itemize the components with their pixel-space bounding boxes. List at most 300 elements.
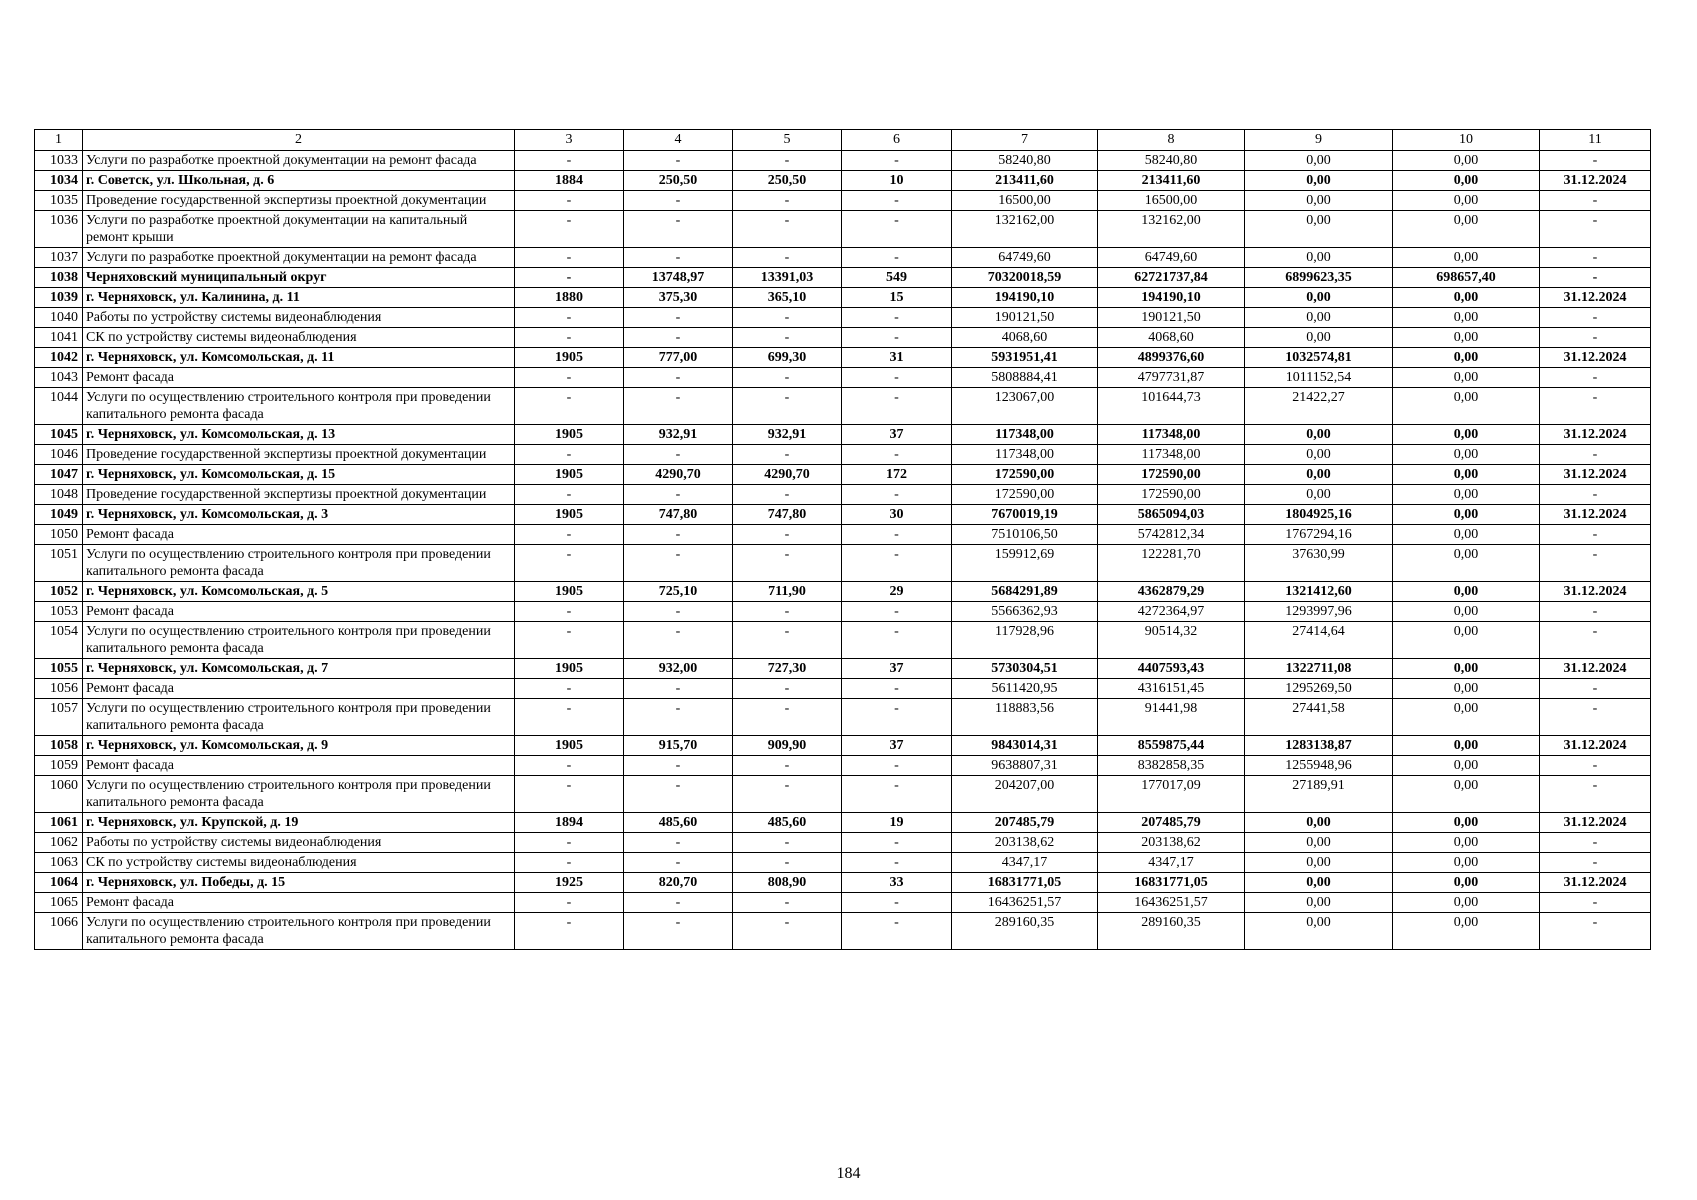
value-cell: 1894: [515, 813, 624, 833]
value-cell: -: [515, 525, 624, 545]
value-cell: 64749,60: [1098, 248, 1245, 268]
value-cell: -: [515, 853, 624, 873]
row-name-cell: г. Черняховск, ул. Комсомольская, д. 7: [83, 659, 515, 679]
value-cell: 0,00: [1393, 248, 1540, 268]
value-cell: -: [1540, 388, 1651, 425]
value-cell: 0,00: [1393, 776, 1540, 813]
row-number-cell: 1058: [35, 736, 83, 756]
page-number: 184: [836, 1165, 861, 1182]
value-cell: 31.12.2024: [1540, 288, 1651, 308]
value-cell: -: [624, 833, 733, 853]
value-cell: 172590,00: [1098, 465, 1245, 485]
value-cell: -: [1540, 602, 1651, 622]
value-cell: 0,00: [1245, 328, 1393, 348]
value-cell: 0,00: [1393, 445, 1540, 465]
value-cell: 16500,00: [1098, 191, 1245, 211]
value-cell: 1295269,50: [1245, 679, 1393, 699]
value-cell: 0,00: [1245, 893, 1393, 913]
value-cell: 0,00: [1393, 308, 1540, 328]
value-cell: 0,00: [1245, 308, 1393, 328]
header-cell: 8: [1098, 130, 1245, 151]
value-cell: 118883,56: [952, 699, 1098, 736]
table-row: [35, 853, 1651, 873]
value-cell: 0,00: [1393, 171, 1540, 191]
value-cell: 172590,00: [952, 465, 1098, 485]
value-cell: 0,00: [1393, 505, 1540, 525]
value-cell: 5730304,51: [952, 659, 1098, 679]
row-name-cell: Услуги по осуществлению строительного контроля при проведении капитального ремонта фасада: [83, 913, 515, 950]
value-cell: -: [515, 445, 624, 465]
value-cell: 203138,62: [1098, 833, 1245, 853]
row-name-cell: Ремонт фасада: [83, 679, 515, 699]
value-cell: 190121,50: [1098, 308, 1245, 328]
value-cell: -: [515, 833, 624, 853]
value-cell: -: [1540, 545, 1651, 582]
value-cell: -: [515, 368, 624, 388]
value-cell: -: [1540, 853, 1651, 873]
value-cell: -: [515, 679, 624, 699]
value-cell: 485,60: [624, 813, 733, 833]
header-cell: 6: [842, 130, 952, 151]
table-row: [35, 445, 1651, 465]
value-cell: 915,70: [624, 736, 733, 756]
table-row: [35, 308, 1651, 328]
value-cell: 5611420,95: [952, 679, 1098, 699]
value-cell: 0,00: [1245, 191, 1393, 211]
value-cell: 117348,00: [1098, 425, 1245, 445]
value-cell: 0,00: [1245, 248, 1393, 268]
value-cell: 31.12.2024: [1540, 873, 1651, 893]
row-number-cell: 1050: [35, 525, 83, 545]
value-cell: -: [1540, 525, 1651, 545]
value-cell: 204207,00: [952, 776, 1098, 813]
row-name-cell: Проведение государственной экспертизы проектной документации: [83, 191, 515, 211]
value-cell: 250,50: [733, 171, 842, 191]
row-name-cell: Ремонт фасада: [83, 602, 515, 622]
value-cell: -: [733, 445, 842, 465]
value-cell: 1255948,96: [1245, 756, 1393, 776]
value-cell: -: [733, 853, 842, 873]
value-cell: 1905: [515, 348, 624, 368]
value-cell: 123067,00: [952, 388, 1098, 425]
value-cell: 117348,00: [952, 445, 1098, 465]
value-cell: -: [515, 776, 624, 813]
header-cell: 9: [1245, 130, 1393, 151]
table-row: [35, 525, 1651, 545]
value-cell: 0,00: [1393, 853, 1540, 873]
row-number-cell: 1045: [35, 425, 83, 445]
value-cell: 932,91: [733, 425, 842, 445]
value-cell: -: [1540, 268, 1651, 288]
row-number-cell: 1039: [35, 288, 83, 308]
value-cell: 31.12.2024: [1540, 505, 1651, 525]
value-cell: 1321412,60: [1245, 582, 1393, 602]
value-cell: 31.12.2024: [1540, 736, 1651, 756]
data-table: [34, 129, 1651, 950]
value-cell: 62721737,84: [1098, 268, 1245, 288]
value-cell: 117928,96: [952, 622, 1098, 659]
value-cell: 132162,00: [1098, 211, 1245, 248]
value-cell: -: [624, 602, 733, 622]
table-row-object: [35, 582, 1651, 602]
value-cell: 207485,79: [952, 813, 1098, 833]
value-cell: 0,00: [1393, 833, 1540, 853]
value-cell: 122281,70: [1098, 545, 1245, 582]
value-cell: 0,00: [1245, 425, 1393, 445]
data-table-container: [34, 129, 1651, 950]
value-cell: -: [733, 699, 842, 736]
row-number-cell: 1063: [35, 853, 83, 873]
value-cell: -: [733, 893, 842, 913]
value-cell: 6899623,35: [1245, 268, 1393, 288]
row-number-cell: 1064: [35, 873, 83, 893]
row-number-cell: 1037: [35, 248, 83, 268]
row-number-cell: 1034: [35, 171, 83, 191]
value-cell: -: [842, 328, 952, 348]
value-cell: 1905: [515, 425, 624, 445]
value-cell: 0,00: [1393, 485, 1540, 505]
value-cell: 0,00: [1245, 813, 1393, 833]
value-cell: 0,00: [1393, 622, 1540, 659]
value-cell: 820,70: [624, 873, 733, 893]
value-cell: -: [624, 388, 733, 425]
value-cell: -: [624, 248, 733, 268]
value-cell: -: [842, 368, 952, 388]
value-cell: 0,00: [1393, 465, 1540, 485]
value-cell: -: [733, 756, 842, 776]
value-cell: 0,00: [1393, 602, 1540, 622]
value-cell: -: [1540, 308, 1651, 328]
value-cell: -: [842, 308, 952, 328]
row-number-cell: 1060: [35, 776, 83, 813]
table-row: [35, 368, 1651, 388]
value-cell: 29: [842, 582, 952, 602]
row-number-cell: 1054: [35, 622, 83, 659]
table-row: [35, 248, 1651, 268]
row-name-cell: г. Советск, ул. Школьная, д. 6: [83, 171, 515, 191]
row-name-cell: Ремонт фасада: [83, 756, 515, 776]
row-number-cell: 1062: [35, 833, 83, 853]
value-cell: -: [624, 699, 733, 736]
value-cell: -: [515, 756, 624, 776]
value-cell: 1804925,16: [1245, 505, 1393, 525]
table-row: [35, 756, 1651, 776]
value-cell: -: [842, 853, 952, 873]
value-cell: -: [515, 308, 624, 328]
value-cell: -: [515, 151, 624, 171]
value-cell: 4797731,87: [1098, 368, 1245, 388]
value-cell: 64749,60: [952, 248, 1098, 268]
value-cell: -: [515, 893, 624, 913]
value-cell: 8382858,35: [1098, 756, 1245, 776]
value-cell: 213411,60: [1098, 171, 1245, 191]
value-cell: 0,00: [1393, 913, 1540, 950]
row-name-cell: Работы по устройству системы видеонаблюдения: [83, 308, 515, 328]
table-row-object: [35, 465, 1651, 485]
value-cell: 747,80: [624, 505, 733, 525]
value-cell: 549: [842, 268, 952, 288]
header-cell: 1: [35, 130, 83, 151]
value-cell: -: [733, 328, 842, 348]
row-number-cell: 1033: [35, 151, 83, 171]
row-name-cell: Услуги по осуществлению строительного контроля при проведении капитального ремонта фасада: [83, 388, 515, 425]
value-cell: 58240,80: [1098, 151, 1245, 171]
table-row-object: [35, 659, 1651, 679]
value-cell: 4407593,43: [1098, 659, 1245, 679]
value-cell: 0,00: [1245, 465, 1393, 485]
value-cell: 5865094,03: [1098, 505, 1245, 525]
value-cell: -: [624, 679, 733, 699]
value-cell: 5566362,93: [952, 602, 1098, 622]
value-cell: 1905: [515, 582, 624, 602]
value-cell: 16831771,05: [952, 873, 1098, 893]
value-cell: 1767294,16: [1245, 525, 1393, 545]
value-cell: -: [624, 445, 733, 465]
value-cell: -: [515, 622, 624, 659]
value-cell: 4068,60: [952, 328, 1098, 348]
value-cell: -: [842, 525, 952, 545]
value-cell: -: [1540, 776, 1651, 813]
value-cell: -: [842, 545, 952, 582]
value-cell: 37: [842, 736, 952, 756]
row-number-cell: 1057: [35, 699, 83, 736]
value-cell: 31.12.2024: [1540, 465, 1651, 485]
value-cell: 101644,73: [1098, 388, 1245, 425]
value-cell: 5742812,34: [1098, 525, 1245, 545]
value-cell: -: [842, 679, 952, 699]
row-name-cell: г. Черняховск, ул. Комсомольская, д. 9: [83, 736, 515, 756]
row-name-cell: г. Черняховск, ул. Калинина, д. 11: [83, 288, 515, 308]
value-cell: -: [624, 211, 733, 248]
row-number-cell: 1044: [35, 388, 83, 425]
value-cell: 0,00: [1393, 328, 1540, 348]
value-cell: -: [842, 756, 952, 776]
value-cell: 0,00: [1393, 211, 1540, 248]
value-cell: 777,00: [624, 348, 733, 368]
row-name-cell: г. Черняховск, ул. Комсомольская, д. 3: [83, 505, 515, 525]
value-cell: 250,50: [624, 171, 733, 191]
value-cell: 194190,10: [1098, 288, 1245, 308]
value-cell: -: [1540, 913, 1651, 950]
value-cell: -: [1540, 699, 1651, 736]
value-cell: 1905: [515, 736, 624, 756]
value-cell: -: [515, 485, 624, 505]
value-cell: 0,00: [1245, 853, 1393, 873]
value-cell: 7510106,50: [952, 525, 1098, 545]
row-number-cell: 1043: [35, 368, 83, 388]
value-cell: -: [733, 368, 842, 388]
row-name-cell: Услуги по осуществлению строительного контроля при проведении капитального ремонта фасада: [83, 776, 515, 813]
row-name-cell: Черняховский муниципальный округ: [83, 268, 515, 288]
value-cell: -: [515, 211, 624, 248]
value-cell: -: [624, 328, 733, 348]
value-cell: -: [842, 602, 952, 622]
header-cell: 4: [624, 130, 733, 151]
value-cell: 70320018,59: [952, 268, 1098, 288]
header-cell: 11: [1540, 130, 1651, 151]
value-cell: -: [842, 776, 952, 813]
table-row: [35, 388, 1651, 425]
value-cell: -: [624, 913, 733, 950]
value-cell: 91441,98: [1098, 699, 1245, 736]
value-cell: 0,00: [1393, 756, 1540, 776]
value-cell: -: [842, 388, 952, 425]
row-name-cell: СК по устройству системы видеонаблюдения: [83, 853, 515, 873]
header-cell: 10: [1393, 130, 1540, 151]
row-name-cell: г. Черняховск, ул. Комсомольская, д. 13: [83, 425, 515, 445]
value-cell: -: [733, 776, 842, 813]
table-row: [35, 776, 1651, 813]
row-number-cell: 1066: [35, 913, 83, 950]
value-cell: 1905: [515, 465, 624, 485]
row-name-cell: г. Черняховск, ул. Комсомольская, д. 11: [83, 348, 515, 368]
value-cell: 31.12.2024: [1540, 582, 1651, 602]
row-number-cell: 1061: [35, 813, 83, 833]
value-cell: 365,10: [733, 288, 842, 308]
table-row: [35, 622, 1651, 659]
header-cell: 3: [515, 130, 624, 151]
value-cell: -: [515, 699, 624, 736]
table-row-object: [35, 736, 1651, 756]
value-cell: 0,00: [1245, 873, 1393, 893]
value-cell: 1905: [515, 659, 624, 679]
table-row: [35, 328, 1651, 348]
value-cell: 0,00: [1245, 485, 1393, 505]
value-cell: 37630,99: [1245, 545, 1393, 582]
row-number-cell: 1065: [35, 893, 83, 913]
table-row: [35, 191, 1651, 211]
value-cell: 5808884,41: [952, 368, 1098, 388]
value-cell: 1884: [515, 171, 624, 191]
row-number-cell: 1038: [35, 268, 83, 288]
value-cell: 0,00: [1245, 211, 1393, 248]
value-cell: 213411,60: [952, 171, 1098, 191]
value-cell: -: [624, 776, 733, 813]
value-cell: -: [624, 151, 733, 171]
value-cell: 0,00: [1393, 191, 1540, 211]
value-cell: 4362879,29: [1098, 582, 1245, 602]
value-cell: -: [733, 308, 842, 328]
row-number-cell: 1055: [35, 659, 83, 679]
row-name-cell: СК по устройству системы видеонаблюдения: [83, 328, 515, 348]
value-cell: 4068,60: [1098, 328, 1245, 348]
value-cell: -: [515, 913, 624, 950]
value-cell: 0,00: [1393, 545, 1540, 582]
table-row: [35, 913, 1651, 950]
value-cell: -: [733, 679, 842, 699]
value-cell: -: [733, 545, 842, 582]
value-cell: 203138,62: [952, 833, 1098, 853]
value-cell: -: [842, 445, 952, 465]
value-cell: 1011152,54: [1245, 368, 1393, 388]
row-number-cell: 1046: [35, 445, 83, 465]
value-cell: 1032574,81: [1245, 348, 1393, 368]
value-cell: 8559875,44: [1098, 736, 1245, 756]
value-cell: -: [842, 699, 952, 736]
value-cell: 15: [842, 288, 952, 308]
value-cell: 194190,10: [952, 288, 1098, 308]
value-cell: -: [733, 913, 842, 950]
value-cell: 0,00: [1393, 388, 1540, 425]
row-number-cell: 1051: [35, 545, 83, 582]
value-cell: 190121,50: [952, 308, 1098, 328]
value-cell: 1925: [515, 873, 624, 893]
value-cell: -: [1540, 622, 1651, 659]
value-cell: 932,00: [624, 659, 733, 679]
value-cell: -: [1540, 756, 1651, 776]
table-row-object: [35, 268, 1651, 288]
value-cell: 4347,17: [1098, 853, 1245, 873]
value-cell: -: [733, 485, 842, 505]
value-cell: -: [1540, 679, 1651, 699]
value-cell: 0,00: [1393, 368, 1540, 388]
value-cell: 132162,00: [952, 211, 1098, 248]
value-cell: 31.12.2024: [1540, 425, 1651, 445]
value-cell: 4290,70: [624, 465, 733, 485]
value-cell: 19: [842, 813, 952, 833]
value-cell: 16831771,05: [1098, 873, 1245, 893]
value-cell: 289160,35: [952, 913, 1098, 950]
value-cell: -: [1540, 211, 1651, 248]
table-row: [35, 679, 1651, 699]
value-cell: -: [1540, 445, 1651, 465]
value-cell: 1283138,87: [1245, 736, 1393, 756]
value-cell: 31.12.2024: [1540, 659, 1651, 679]
value-cell: 0,00: [1393, 288, 1540, 308]
value-cell: 1322711,08: [1245, 659, 1393, 679]
value-cell: 5684291,89: [952, 582, 1098, 602]
value-cell: 0,00: [1393, 893, 1540, 913]
value-cell: 16436251,57: [1098, 893, 1245, 913]
value-cell: 30: [842, 505, 952, 525]
value-cell: 808,90: [733, 873, 842, 893]
value-cell: -: [733, 833, 842, 853]
value-cell: 33: [842, 873, 952, 893]
value-cell: 0,00: [1393, 873, 1540, 893]
row-name-cell: Услуги по разработке проектной документации на капитальный ремонт крыши: [83, 211, 515, 248]
value-cell: 0,00: [1245, 171, 1393, 191]
header-cell: 7: [952, 130, 1098, 151]
row-name-cell: г. Черняховск, ул. Комсомольская, д. 15: [83, 465, 515, 485]
row-name-cell: г. Черняховск, ул. Комсомольская, д. 5: [83, 582, 515, 602]
table-row: [35, 602, 1651, 622]
value-cell: -: [1540, 248, 1651, 268]
row-number-cell: 1040: [35, 308, 83, 328]
value-cell: -: [842, 893, 952, 913]
value-cell: -: [733, 191, 842, 211]
value-cell: 0,00: [1245, 445, 1393, 465]
value-cell: -: [624, 191, 733, 211]
value-cell: -: [1540, 368, 1651, 388]
value-cell: -: [733, 151, 842, 171]
table-row: [35, 211, 1651, 248]
value-cell: 0,00: [1393, 425, 1540, 445]
value-cell: 37: [842, 425, 952, 445]
value-cell: -: [624, 485, 733, 505]
table-row-object: [35, 288, 1651, 308]
row-number-cell: 1041: [35, 328, 83, 348]
value-cell: 31.12.2024: [1540, 813, 1651, 833]
value-cell: 932,91: [624, 425, 733, 445]
value-cell: 7670019,19: [952, 505, 1098, 525]
value-cell: -: [1540, 191, 1651, 211]
row-name-cell: Услуги по осуществлению строительного контроля при проведении капитального ремонта фасада: [83, 545, 515, 582]
value-cell: 16500,00: [952, 191, 1098, 211]
value-cell: -: [624, 893, 733, 913]
value-cell: 485,60: [733, 813, 842, 833]
header-cell: 5: [733, 130, 842, 151]
value-cell: -: [733, 622, 842, 659]
